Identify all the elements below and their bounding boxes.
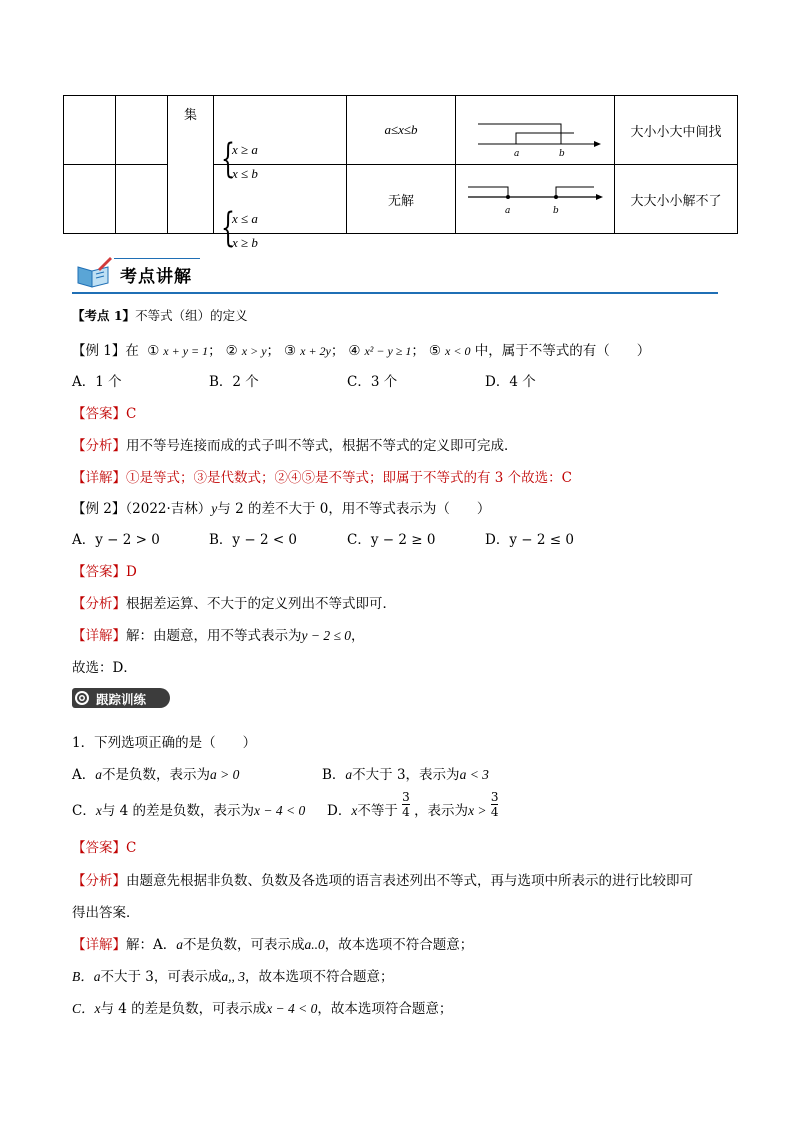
detail-label: 【详解】: [72, 628, 126, 644]
option-text: 与 4 的差是负数，表示为: [101, 803, 255, 819]
q1-option-a: [72, 763, 239, 783]
item-expression: x + 2y: [300, 344, 331, 358]
q1-analysis-cont: 得出答案．: [72, 905, 140, 921]
detail-prefix: 解：A．: [126, 937, 177, 953]
option-b: B．y − 2 < 0: [209, 532, 298, 548]
detail-expr: a..0: [304, 937, 325, 952]
item-expression: x > y: [241, 344, 267, 358]
table-cell: [116, 165, 168, 234]
fraction-denominator: 4: [402, 805, 410, 819]
analysis-label: 【分析】: [72, 873, 126, 889]
item-separator: ；: [208, 343, 222, 359]
analysis-label: 【分析】: [72, 438, 126, 454]
q1-option-d: [327, 790, 498, 826]
ex2-analysis: [72, 592, 396, 612]
answer-value: C: [126, 406, 137, 422]
answer-value: C: [126, 840, 137, 856]
detail-end: ，故本选项不符合题意；: [245, 969, 394, 985]
option-d: D．4 个: [485, 374, 536, 390]
option-d: D．y − 2 ≤ 0: [485, 532, 574, 548]
answer-label: 【答案】: [72, 840, 126, 856]
option-var: x: [351, 803, 358, 818]
section-title: 考点讲解: [120, 267, 192, 287]
training-badge: [72, 688, 170, 708]
answer-label: 【答案】: [72, 564, 126, 580]
option-text: 不是负数，表示为: [102, 767, 210, 783]
ex2-var: y: [211, 501, 218, 516]
ex2-label: 【例 2】: [72, 501, 126, 517]
number-line-cell: [456, 165, 615, 234]
system-cell: [214, 96, 347, 182]
book-pen-icon: [76, 257, 112, 289]
detail-end: ，故本选项符合题意；: [317, 1001, 453, 1017]
ex1-analysis: [72, 434, 518, 454]
fraction: [402, 790, 410, 819]
option-var: x: [95, 803, 102, 818]
detail-end: ，: [351, 628, 365, 644]
q1-detail-c: [72, 997, 452, 1017]
detail-var: a: [176, 937, 183, 952]
detail-expr: y − 2 ≤ 0: [301, 628, 352, 643]
brace-icon: {: [221, 205, 235, 251]
q1-stem: 1．下列选项正确的是（ ）: [72, 735, 257, 751]
system-line: x ≥ b: [232, 235, 258, 250]
detail-prefix: B．: [72, 969, 94, 984]
point-b-label: b: [553, 206, 559, 216]
item-number: ④: [348, 343, 361, 359]
table-row: [64, 165, 738, 234]
fraction-numerator: 3: [402, 790, 410, 804]
option-expr: a < 3: [459, 767, 489, 782]
ex1-answer: [72, 402, 136, 422]
detail-prefix: C．: [72, 1001, 95, 1016]
header-accent-line: [114, 258, 200, 259]
q1-option-c: [72, 799, 305, 819]
item-separator: ；: [330, 343, 345, 359]
kp1-line: [72, 306, 248, 324]
ex1-detail: [72, 466, 572, 486]
ex1-lead: 在: [125, 343, 139, 359]
table-cell: [64, 165, 116, 234]
inequality-table: [63, 95, 738, 251]
option-expr: a > 0: [210, 767, 240, 782]
option-var: a: [345, 767, 353, 782]
option-a: A．y − 2 > 0: [72, 532, 160, 548]
ex1-items: [143, 343, 470, 359]
q1-answer: [72, 836, 136, 856]
item-expression: x + y = 1: [163, 344, 209, 358]
ex2-answer: [72, 560, 137, 580]
detail-text: ①是等式；③是代数式；②④⑤是不等式；即属于不等式的有 3 个故选：C: [126, 470, 573, 486]
brace-icon: {: [221, 136, 235, 182]
option-text: 不等于: [357, 803, 398, 819]
item-separator: ；: [411, 343, 425, 359]
detail-end: ，故本选项不符合题意；: [324, 937, 474, 953]
option-var: a: [95, 767, 102, 782]
table-label: 集: [184, 108, 198, 123]
number-line-diagram: [456, 96, 614, 160]
target-icon: [74, 690, 90, 706]
option-c: C．3 个: [347, 374, 398, 390]
analysis-label: 【分析】: [72, 596, 126, 612]
detail-expr: a,, 3: [221, 969, 246, 984]
detail-label: 【详解】: [72, 937, 126, 953]
analysis-text: 用不等号连接而成的式子叫不等式，根据不等式的定义即可完成．: [126, 438, 518, 454]
ex1-tail: 中，属于不等式的有（ ）: [474, 343, 651, 359]
option-prefix: A．: [72, 767, 96, 783]
option-c: C．y − 2 ≥ 0: [347, 532, 436, 548]
header-underline: [72, 292, 718, 294]
point-b-label: b: [559, 149, 565, 159]
ex2-stem: [72, 497, 490, 517]
ex1-stem: [72, 339, 650, 359]
system-line: x ≥ a: [232, 142, 258, 157]
fraction: [491, 790, 499, 819]
ex2-source: （2022·吉林）: [125, 501, 212, 517]
item-separator: ；: [266, 343, 281, 359]
ex1-label: 【例 1】: [72, 343, 126, 359]
table-cell: [116, 96, 168, 165]
detail-label: 【详解】: [72, 470, 126, 486]
option-b: B．2 个: [209, 374, 259, 390]
q1-detail-a: [72, 933, 473, 953]
option-expr: x >: [468, 803, 487, 818]
ex2-detail: [72, 624, 365, 644]
detail-var: a: [93, 969, 101, 984]
detail-expr: x − 4 < 0: [266, 1001, 318, 1016]
detail-text: 不大于 3，可表示成: [100, 969, 222, 985]
training-title: 跟踪训练: [96, 692, 147, 707]
fraction-numerator: 3: [490, 790, 499, 804]
ex2-text: 与 2 的差不大于 0，用不等式表示为（ ）: [217, 501, 491, 517]
item-expression: x² − y ≥ 1: [364, 344, 412, 358]
point-a-label: a: [514, 149, 520, 159]
item-expression: x < 0: [445, 344, 471, 358]
kp1-label: 【考点 1】: [72, 308, 136, 323]
q1-analysis: [72, 869, 693, 889]
item-number: ③: [284, 343, 297, 359]
fraction-denominator: 4: [490, 805, 499, 819]
option-text: ，表示为: [414, 803, 469, 819]
option-expr: x − 4 < 0: [254, 803, 306, 818]
q1-detail-b: [72, 965, 394, 985]
item-number: ②: [225, 343, 238, 359]
table-cell: [64, 96, 116, 165]
item-number: ①: [147, 343, 160, 359]
rule-cell: 大小小大中间找: [615, 96, 738, 165]
analysis-text: 根据差运算、不大于的定义列出不等式即可．: [126, 596, 396, 612]
answer-value: D: [126, 564, 137, 580]
answer-label: 【答案】: [72, 406, 126, 422]
number-line-cell: [456, 96, 615, 165]
option-prefix: C．: [72, 803, 96, 819]
option-prefix: D．: [327, 803, 352, 819]
option-text: 不大于 3，表示为: [352, 767, 460, 783]
kp1-text: 不等式（组）的定义: [135, 308, 248, 323]
point-a-label: a: [505, 206, 511, 216]
rule-cell: 大大小小解不了: [615, 165, 738, 234]
system-line: x ≤ b: [232, 166, 258, 181]
ex2-conclusion: 故选：D．: [72, 660, 137, 676]
analysis-text: 由题意先根据非负数、负数及各选项的语言表述列出不等式，再与选项中所表示的进行比较即可: [126, 873, 693, 889]
option-a: A．1 个: [72, 374, 122, 390]
detail-text: 与 4 的差是负数，可表示成: [100, 1001, 267, 1017]
detail-text: 不是负数，可表示成: [183, 937, 305, 953]
table-row: [64, 96, 738, 165]
q1-option-b: [322, 763, 489, 783]
detail-text: 解：由题意，用不等式表示为: [126, 628, 302, 644]
solution-cell: a≤x≤b: [347, 96, 456, 165]
item-number: ⑤: [428, 343, 442, 359]
detail-var: x: [94, 1001, 101, 1016]
number-line-diagram: [456, 165, 614, 229]
system-line: x ≤ a: [232, 211, 258, 226]
option-prefix: B．: [322, 767, 346, 783]
solution-cell: 无解: [347, 165, 456, 234]
table-cell: [168, 96, 214, 234]
